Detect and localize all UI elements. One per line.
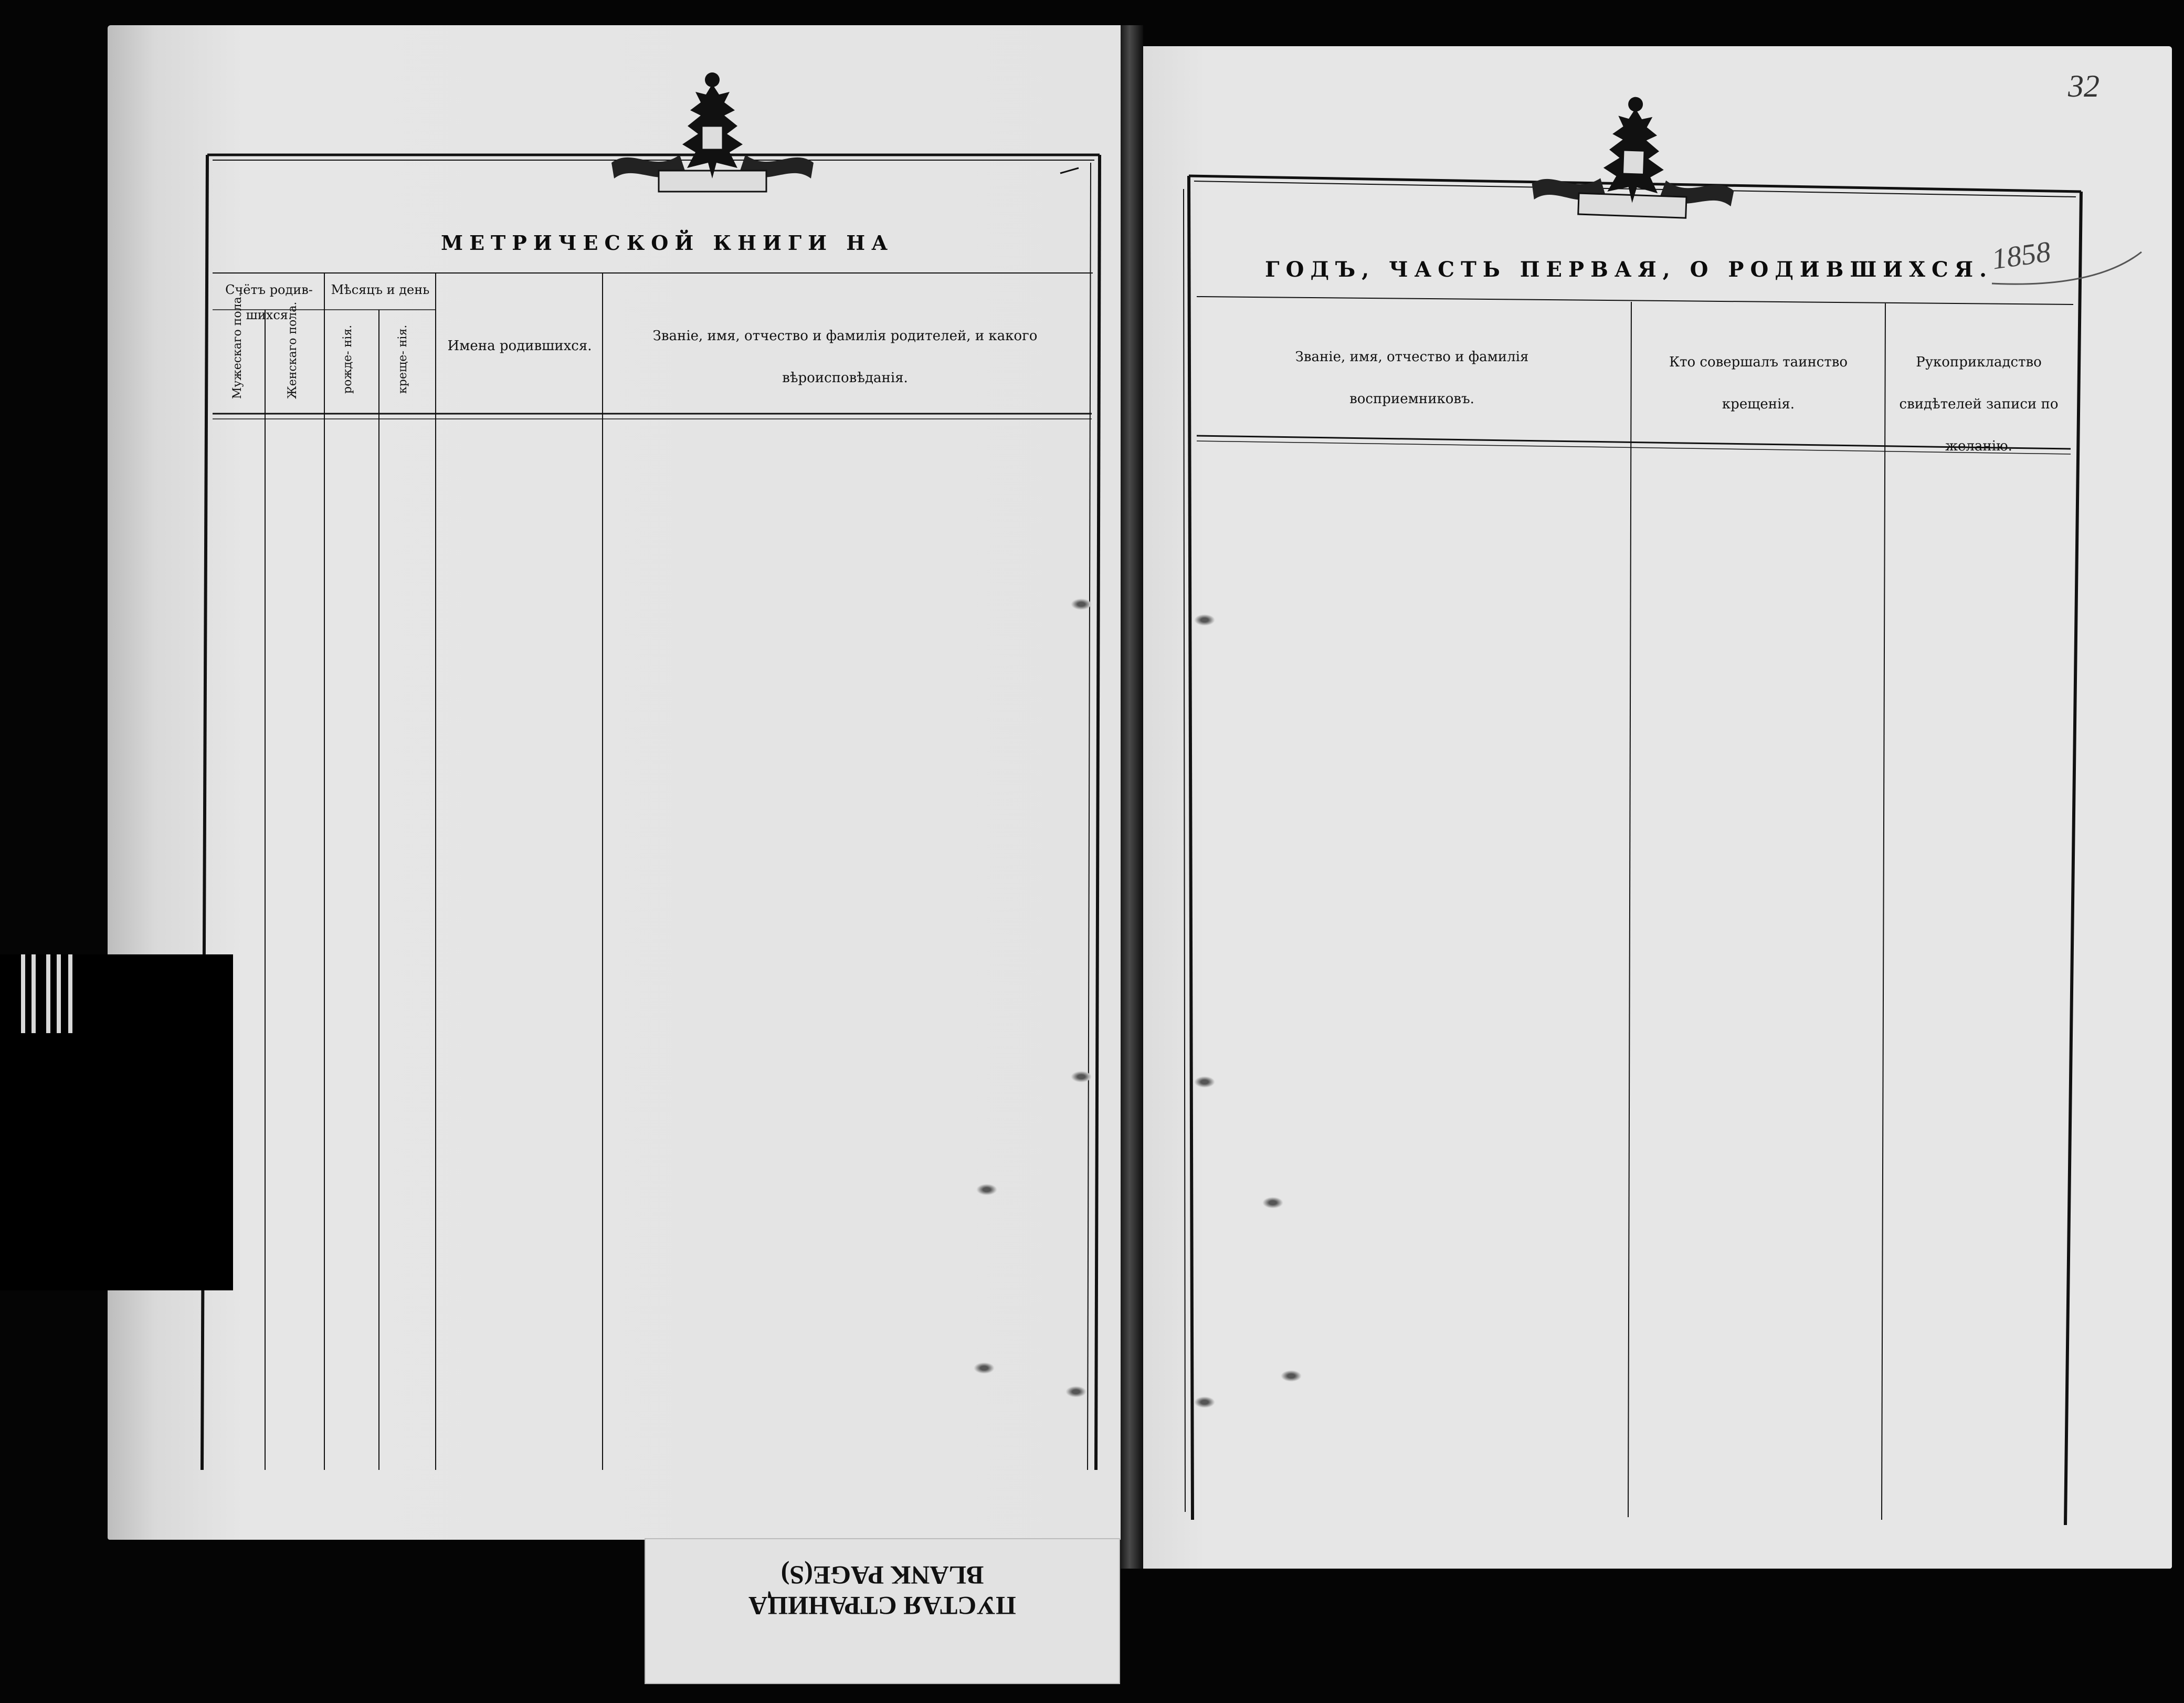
- col-godparents: Званіе, имя, отчество и фамилія восприемниковъ.: [1295, 349, 1529, 407]
- binding-hole: [1194, 1396, 1215, 1408]
- binding-hole: [1194, 614, 1215, 626]
- binding-hole: [1071, 1071, 1092, 1082]
- binding-hole: [1065, 1386, 1086, 1397]
- left-page-title: МЕТРИЧЕСКОЙ КНИГИ НА: [441, 231, 894, 255]
- binding-hole: [1071, 598, 1092, 610]
- col-birth-date: рожде- нія.: [341, 324, 354, 394]
- binding-hole: [974, 1362, 995, 1374]
- binding-hole: [1194, 1076, 1215, 1088]
- binding-hole: [976, 1184, 997, 1195]
- blank-label-russian: ПУСТАЯ СТРАНИЦА: [748, 1591, 1016, 1621]
- col-female: Женскаго пола.: [286, 301, 299, 399]
- col-parents: Званіе, имя, отчество и фамилія родителей, и какого вѣроисповѣданія.: [652, 328, 1038, 386]
- col-names: Имена родившихся.: [447, 338, 592, 354]
- col-performer: Кто совершалъ таинство крещенія.: [1669, 354, 1848, 412]
- col-month-day: Мѣсяцъ и день: [331, 282, 430, 297]
- col-witnesses: Рукоприкладство свидѣтелей записи по желанію.: [1899, 354, 2059, 454]
- right-page-title: ГОДЪ, ЧАСТЬ ПЕРВАЯ, О РОДИВШИХСЯ.: [1265, 257, 1993, 282]
- archive-tab-marks: [0, 954, 233, 1033]
- binding-hole: [1281, 1370, 1302, 1382]
- binding-hole: [1262, 1197, 1283, 1208]
- blank-page-label: [645, 1538, 1120, 1684]
- handwritten-year: 1858: [1990, 235, 2053, 276]
- page-number: 32: [2068, 69, 2099, 103]
- blank-label-english: BLANK PAGE(S): [780, 1561, 984, 1590]
- col-birth-count: Счётъ родив- шихся.: [225, 282, 313, 322]
- col-baptism-date: креще- нія.: [396, 324, 409, 394]
- col-male: Мужескаго пола.: [231, 293, 244, 399]
